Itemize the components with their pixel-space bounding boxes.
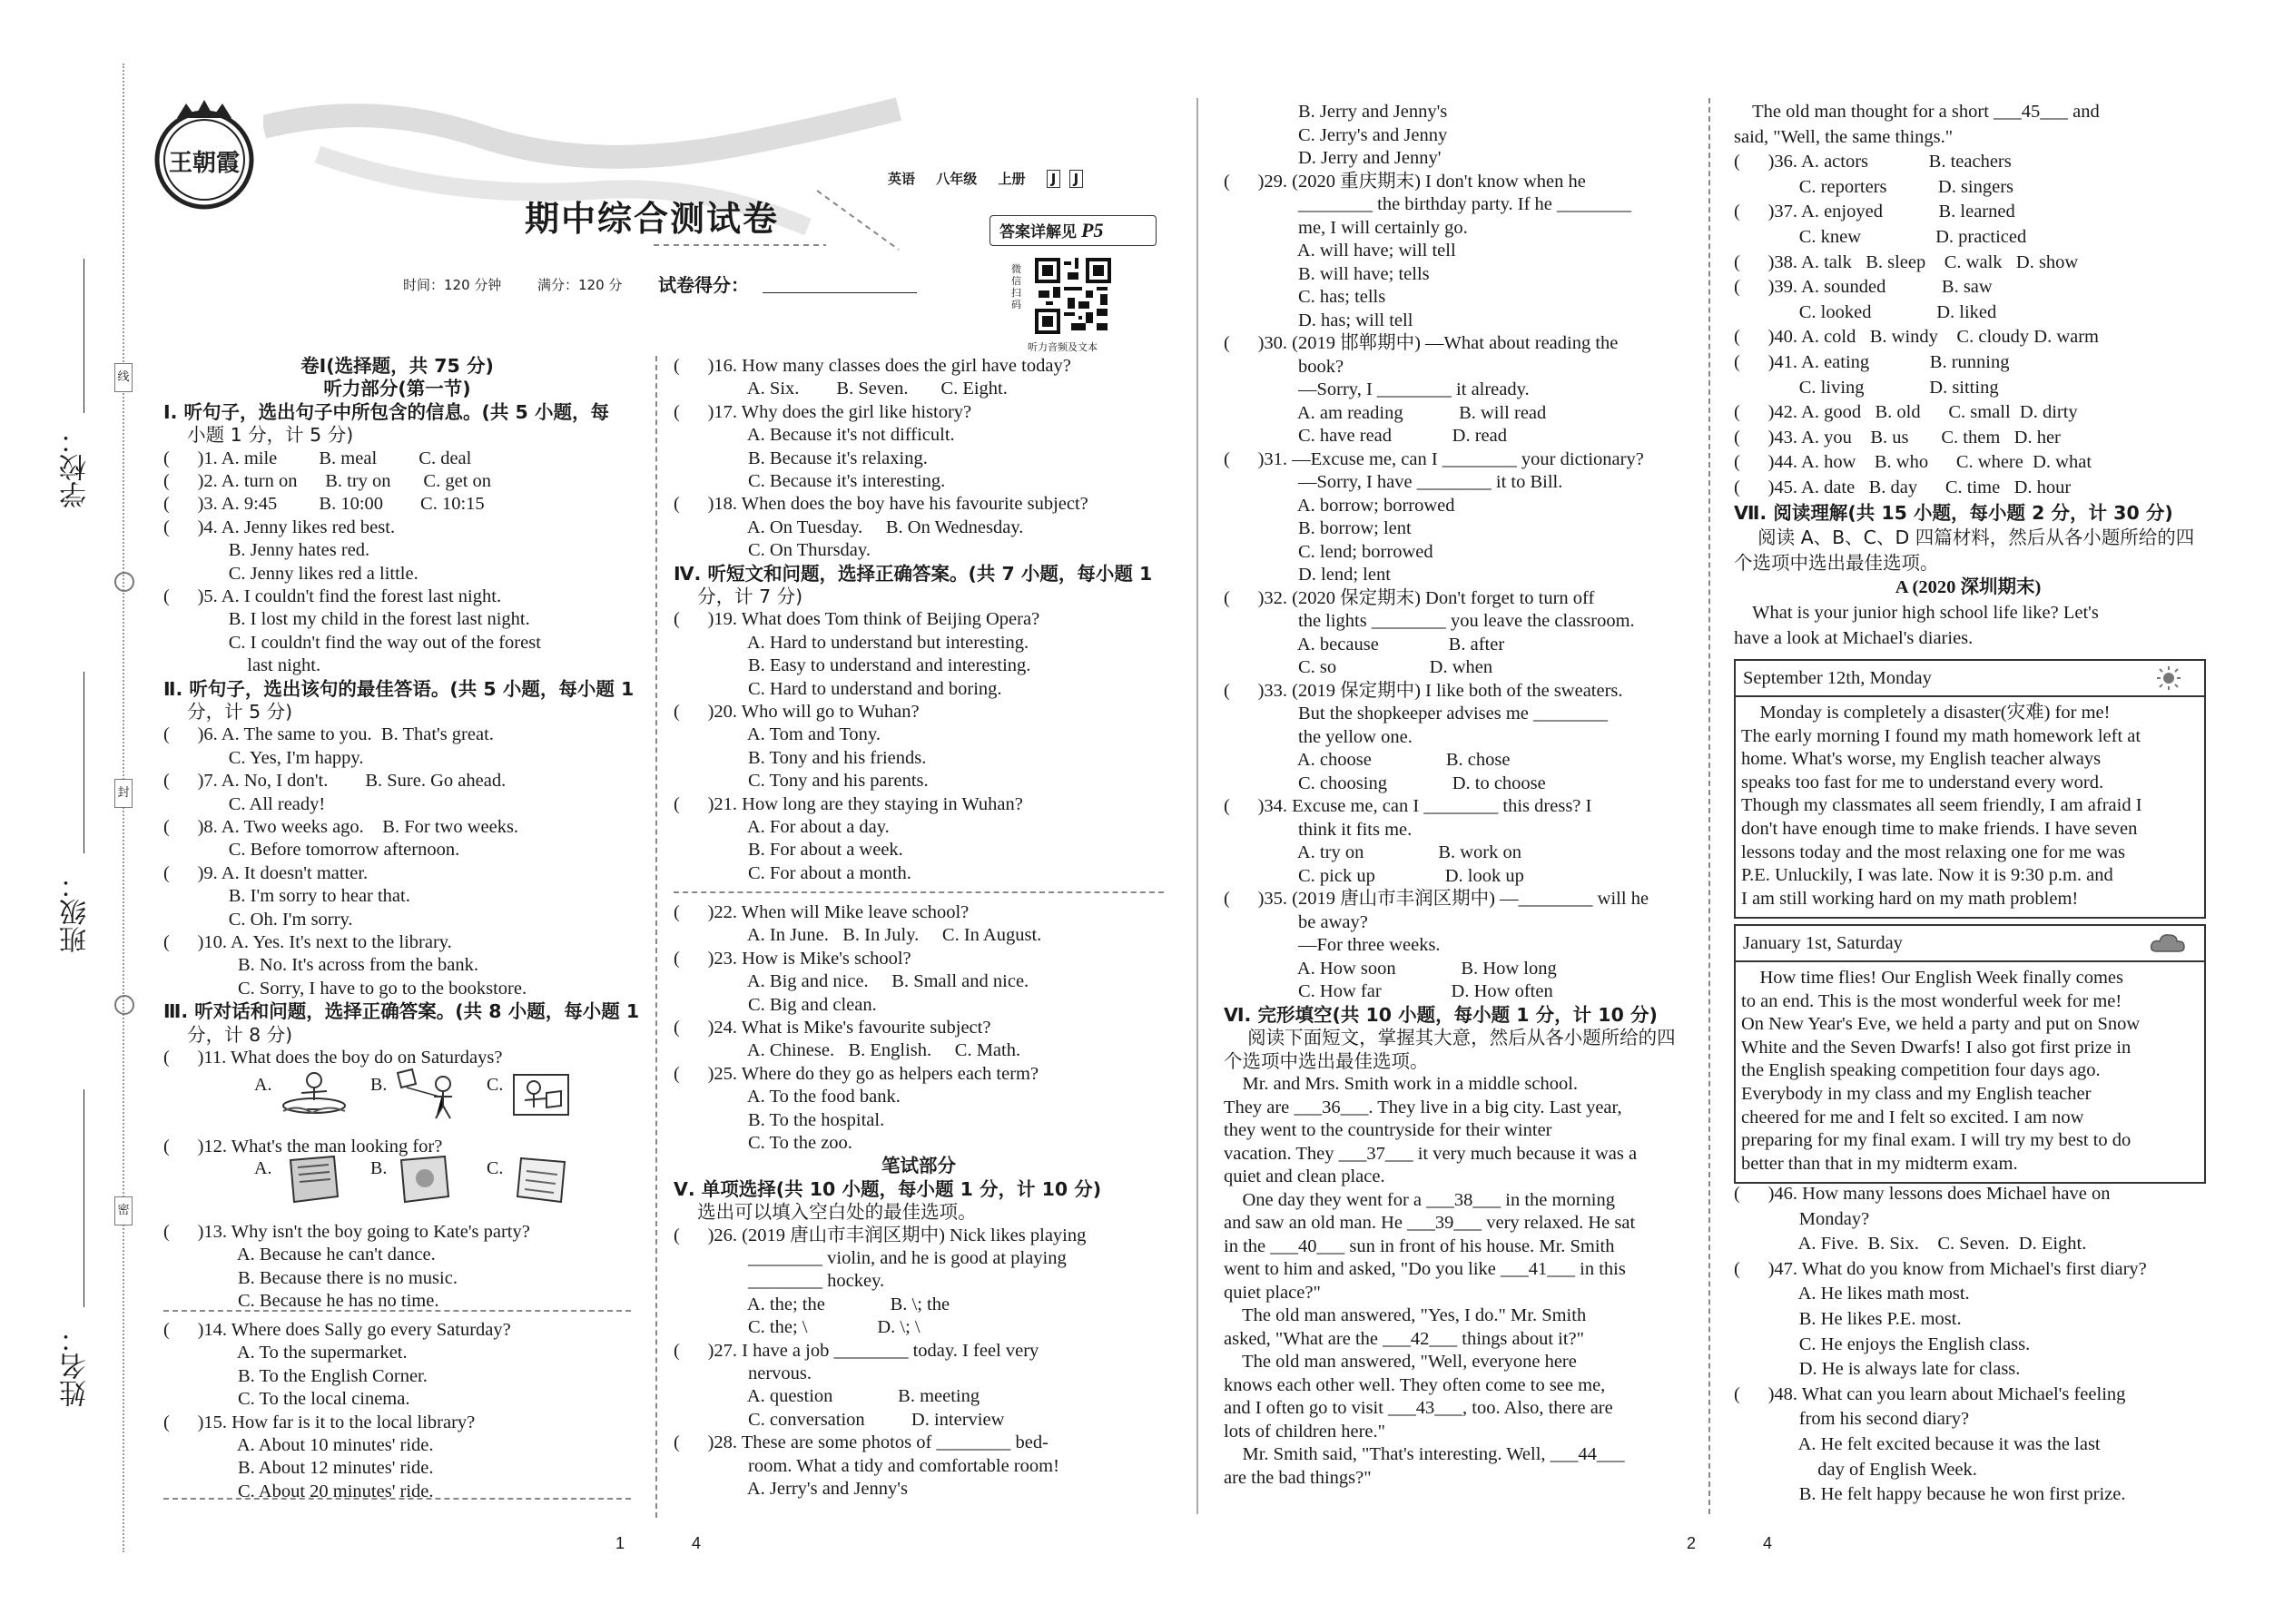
text-line: C. reporters D. singers	[1734, 176, 2014, 197]
text-line: Mr. Smith said, "That's interesting. Well, ___44___	[1224, 1444, 1625, 1464]
text-line: quiet place?"	[1224, 1282, 1321, 1303]
text-line: C. Sorry, I have to go to the bookstore.	[163, 978, 527, 999]
text-line: ( )48. What can you learn about Michael's feeling	[1734, 1383, 2126, 1404]
text-line: C. For about a month.	[674, 862, 911, 883]
text-line: C. looked D. liked	[1734, 301, 1997, 322]
diary-line: home. What's worse, my English teacher always	[1741, 749, 2102, 770]
text-line: A. the; the B. \; the	[674, 1294, 950, 1314]
text-line: The old man answered, "Well, everyone here	[1224, 1352, 1577, 1372]
text-line: C. Jenny likes red a little.	[163, 563, 418, 584]
text-line: ( )7. A. No, I don't. B. Sure. Go ahead.	[163, 771, 507, 792]
text-line: B. For about a week.	[674, 840, 903, 861]
text-line: ( )16. How many classes does the girl have today?	[674, 356, 1071, 376]
text-line: ( )45. A. date B. day C. time D. hour	[1734, 477, 2072, 497]
text-line: ( )22. When will Mike leave school?	[674, 902, 970, 922]
section-divider	[674, 891, 1164, 893]
text-line: A. Big and nice. B. Small and nice.	[674, 971, 1029, 992]
text-line: C. Because he has no time.	[163, 1291, 439, 1312]
text-line: C. Yes, I'm happy.	[163, 747, 364, 768]
text-line: ( )46. How many lessons does Michael have on	[1734, 1184, 2111, 1204]
surfing-icon[interactable]	[280, 1069, 349, 1118]
text-line: ( )27. I have a job ________ today. I feel very	[674, 1340, 1039, 1361]
text-line: have a look at Michael's diaries.	[1734, 627, 1974, 648]
text-line: in the ___40___ sun in front of his house. Mr. Smith	[1224, 1235, 1615, 1256]
text-line: the yellow one.	[1224, 726, 1413, 747]
option-a-label: A.	[254, 1075, 272, 1095]
text-line: ( )40. A. cold B. windy C. cloudy D. warm	[1734, 327, 2099, 348]
text-line: D. He is always late for class.	[1734, 1359, 2021, 1380]
column-divider	[655, 356, 657, 1518]
text-line: D. lend; lent	[1224, 565, 1391, 585]
text-line: ( )11. What does the boy do on Saturdays?	[163, 1048, 503, 1068]
text-line: ( )35. (2019 唐山市丰润区期中) —________ will he	[1224, 889, 1649, 909]
diary-line: the English speaking competition four days ago.	[1741, 1060, 2101, 1081]
qr-code[interactable]	[1035, 258, 1111, 334]
text-line: A. Hard to understand but interesting.	[674, 632, 1029, 653]
text-line: A. About 10 minutes' ride.	[163, 1435, 434, 1455]
text-line: C. How far D. How often	[1224, 981, 1553, 1001]
diary-line: I am still working hard on my math problem!	[1741, 888, 2079, 909]
text-line: asked, "What are the ___42___ things about it?"	[1224, 1328, 1585, 1349]
diary-line: lessons today and the most relaxing one for me was	[1741, 842, 2126, 862]
score-label: 满分：120 分	[537, 277, 623, 293]
text-line: C. living D. sitting	[1734, 377, 1999, 398]
text-line: ( )10. A. Yes. It's next to the library.	[163, 932, 452, 952]
text-line: A. Six. B. Seven. C. Eight.	[674, 379, 1008, 399]
text-line: ( )25. Where do they go as helpers each term?	[674, 1063, 1039, 1084]
text-line: C. He enjoys the English class.	[1734, 1334, 2031, 1354]
text-line: C. On Thursday.	[674, 540, 871, 561]
text-line: A. choose B. chose	[1224, 750, 1511, 770]
text-line: ( )34. Excuse me, can I ________ this dress? I	[1224, 796, 1592, 816]
text-line: vacation. They ___37___ it very much because it was a	[1224, 1143, 1638, 1164]
text-line: Ⅶ. 阅读理解(共 15 小题，每小题 2 分，计 30 分)	[1734, 501, 2173, 524]
diary-line: don't have enough time to make friends. I have seven	[1741, 819, 2138, 839]
diary-1-date-text: September 12th, Monday	[1743, 668, 1932, 688]
text-line: ( )41. A. eating B. running	[1734, 352, 2010, 372]
text-line: 小题 1 分，计 5 分)	[163, 424, 354, 447]
binding-mark-seal: 封	[114, 779, 133, 808]
text-line: ( )15. How far is it to the local library?	[163, 1412, 476, 1432]
diary-2	[1734, 924, 2206, 1184]
text-line: A. am reading B. will read	[1224, 402, 1547, 423]
text-line: ( )14. Where does Sally go every Saturday?	[163, 1320, 511, 1340]
subject-tags	[888, 169, 1083, 188]
text-line: C. Before tomorrow afternoon.	[163, 840, 460, 861]
diary-line: to an end. This is the most wonderful week for me!	[1741, 990, 2122, 1011]
text-line: C. Tony and his parents.	[674, 771, 929, 792]
diary-1	[1734, 659, 2206, 919]
text-line: ( )43. A. you B. us C. them D. her	[1734, 427, 2061, 448]
text-line: B. To the English Corner.	[163, 1365, 428, 1386]
text-line: think it fits me.	[1224, 819, 1413, 840]
text-line: ( )1. A. mile B. meal C. deal	[163, 448, 472, 468]
text-line: 阅读 A、B、C、D 四篇材料，然后从各小题所给的四	[1734, 527, 2195, 549]
text-line: They are ___36___. They live in a big city. Last year,	[1224, 1097, 1622, 1117]
text-line: 选出可以填入空白处的最佳选项。	[674, 1201, 977, 1224]
text-line: C. so D. when	[1224, 657, 1493, 677]
section-divider	[163, 1498, 631, 1500]
option-b-label: B.	[370, 1075, 388, 1095]
text-line: A. How soon B. How long	[1224, 958, 1557, 979]
text-line: D. has; will tell	[1224, 310, 1413, 330]
text-line: ( )24. What is Mike's favourite subject?	[674, 1018, 991, 1038]
text-line: ( )36. A. actors B. teachers	[1734, 152, 2012, 172]
text-line: ( )18. When does the boy have his favourite subject?	[674, 494, 1088, 515]
text-line: Ⅱ. 听句子，选出该句的最佳答语。(共 5 小题，每小题 1	[163, 677, 635, 700]
text-line: B. To the hospital.	[674, 1109, 885, 1130]
column-divider	[1708, 98, 1710, 1514]
text-line: book?	[1224, 356, 1344, 377]
text-line: and saw an old man. He ___39___ very relaxed. He sat	[1224, 1213, 1636, 1233]
text-line: A. borrow; borrowed	[1224, 495, 1455, 516]
diary-line: Though my classmates all seem friendly, I am afraid I	[1741, 795, 2142, 816]
text-line: C. To the local cinema.	[163, 1389, 410, 1410]
text-line: ( )42. A. good B. old C. small D. dirty	[1734, 402, 2078, 423]
text-line: B. He likes P.E. most.	[1734, 1309, 1962, 1329]
text-line: ( )5. A. I couldn't find the forest last night.	[163, 586, 502, 606]
text-line: A. Because he can't dance.	[163, 1245, 436, 1265]
text-line: B. I'm sorry to hear that.	[163, 886, 410, 907]
text-line: 分，计 7 分)	[674, 586, 803, 607]
text-line: ( )23. How is Mike's school?	[674, 948, 911, 969]
book-icon[interactable]	[512, 1153, 574, 1206]
text-line: from his second diary?	[1734, 1409, 1970, 1430]
page-total-right: 4	[1763, 1534, 1773, 1552]
text-line: 听力部分(第一节)	[323, 378, 471, 400]
text-line: 分，计 5 分)	[163, 701, 293, 723]
text-line: ( )39. A. sounded B. saw	[1734, 277, 1993, 298]
tag-subject: 英语	[888, 171, 916, 187]
brand-logo	[150, 98, 259, 212]
text-line: C. lend; borrowed	[1224, 541, 1433, 562]
page-title: 期中综合测试卷	[525, 199, 780, 239]
text-line: ( )12. What's the man looking for?	[163, 1137, 443, 1156]
text-line: A (2020 深圳期末)	[1895, 577, 2042, 598]
text-line: 阅读下面短文，掌握其大意，然后从各小题所给的四	[1224, 1027, 1676, 1048]
diary-line: How time flies! Our English Week finally comes	[1741, 968, 2123, 988]
text-line: Ⅲ. 听对话和问题，选择正确答案。(共 8 小题，每小题 1	[163, 1000, 640, 1023]
text-line: Ⅰ. 听句子，选出句子中所包含的信息。(共 5 小题，每	[163, 400, 609, 423]
binding-hole	[114, 572, 134, 592]
text-line: C. To the zoo.	[674, 1133, 852, 1153]
text-line: C. Oh. I'm sorry.	[163, 909, 353, 930]
text-line: ( )47. What do you know from Michael's first diary?	[1734, 1258, 2147, 1279]
text-line: they went to the countryside for their winter	[1224, 1120, 1552, 1140]
page-total-left: 4	[692, 1534, 702, 1552]
school-label	[56, 427, 96, 508]
text-line: and I often go to visit ___43___, too. Also, there are	[1224, 1398, 1613, 1418]
text-line: 分，计 8 分)	[163, 1023, 293, 1046]
section-divider	[163, 1310, 631, 1312]
text-line: ( )21. How long are they staying in Wuhan?	[674, 793, 1023, 814]
diary-2-date	[1736, 926, 2204, 962]
text-line: A. Tom and Tony.	[674, 724, 881, 745]
text-line: B. No. It's across from the bank.	[163, 955, 479, 976]
text-line: A. Jerry's and Jenny's	[674, 1479, 908, 1499]
text-line: C. Hard to understand and boring.	[674, 678, 1002, 699]
text-line: A. He felt excited because it was the last	[1734, 1434, 2101, 1454]
text-line: ( )44. A. how B. who C. where D. what	[1734, 452, 2092, 473]
text-line: ( )17. Why does the girl like history?	[674, 401, 972, 422]
text-line: ( )9. A. It doesn't matter.	[163, 862, 369, 883]
text-line: quiet and clean place.	[1224, 1166, 1385, 1186]
text-line: ( )28. These are some photos of ________ bed-	[674, 1432, 1049, 1453]
text-line: The old man thought for a short ___45___ and	[1734, 102, 2100, 122]
text-line: 个选项中选出最佳选项。	[1224, 1049, 1429, 1072]
text-line: ________ hockey.	[674, 1271, 885, 1292]
class-label	[56, 871, 96, 953]
text-line: B. Because it's relaxing.	[674, 448, 928, 468]
page-fold	[1196, 98, 1198, 1514]
option-c-label: C.	[487, 1158, 504, 1178]
diary-line: The early morning I found my math homework left at	[1741, 725, 2141, 746]
text-line: room. What a tidy and comfortable room!	[674, 1455, 1059, 1476]
text-line: 卷Ⅰ(选择题，共 75 分)	[300, 355, 494, 377]
text-line: A. On Tuesday. B. On Wednesday.	[674, 517, 1024, 537]
text-line: said, "Well, the same things."	[1734, 126, 1954, 147]
text-line: ( )32. (2020 保定期末) Don't forget to turn off	[1224, 587, 1595, 608]
text-line: Mr. and Mrs. Smith work in a middle school.	[1224, 1074, 1579, 1094]
text-line: A. Five. B. Six. C. Seven. D. Eight.	[1734, 1234, 2087, 1255]
text-line: Ⅳ. 听短文和问题，选择正确答案。(共 7 小题，每小题 1	[674, 562, 1153, 585]
text-line: ( )19. What does Tom think of Beijing Opera?	[674, 609, 1040, 630]
svg-text:王朝霞: 王朝霞	[168, 150, 241, 177]
diary-line: P.E. Unluckily, I was late. Now it is 9:30 p.m. and	[1741, 865, 2113, 886]
text-line: B. Easy to understand and interesting.	[674, 655, 1031, 676]
diary-line: On New Year's Eve, we held a party and put on Snow	[1741, 1014, 2141, 1035]
text-line: ________ violin, and he is good at playing	[674, 1248, 1067, 1268]
text-line: last night.	[163, 655, 321, 676]
tag-edition-2: J	[1069, 170, 1084, 188]
text-line: A. will have; will tell	[1224, 241, 1456, 261]
text-line: ________ the birthday party. If he ________	[1224, 194, 1632, 214]
binding-hole	[114, 995, 134, 1015]
text-line: C. I couldn't find the way out of the forest	[163, 632, 541, 653]
qr-side-text: 微信扫码	[1011, 263, 1021, 310]
text-line: B. He felt happy because he won first prize.	[1734, 1484, 2126, 1505]
text-line: are the bad things?"	[1224, 1467, 1372, 1488]
answer-ref-text: 答案详解见	[999, 223, 1077, 241]
text-line: C. have read D. read	[1224, 426, 1507, 446]
text-line: Monday?	[1734, 1208, 1870, 1229]
text-line: ( )33. (2019 保定期中) I like both of the sweaters.	[1224, 680, 1623, 701]
book-icon[interactable]	[281, 1153, 343, 1206]
option-a-label: A.	[254, 1158, 272, 1178]
binding-mark-secret: 密	[114, 1196, 133, 1225]
text-line: C. Big and clean.	[674, 994, 877, 1015]
diary-line: cheered for me and I felt so excited. I am now	[1741, 1107, 2084, 1127]
option-b-label: B.	[370, 1158, 388, 1178]
text-line: C. conversation D. interview	[674, 1409, 1005, 1430]
text-line: B. Jerry and Jenny's	[1224, 102, 1448, 122]
name-label-text: 姓名：	[60, 1325, 92, 1407]
diary-2-date-text: January 1st, Saturday	[1743, 933, 1903, 953]
text-line: the lights ________ you leave the classroom.	[1224, 611, 1635, 631]
text-line: A. question B. meeting	[674, 1386, 980, 1407]
text-line: But the shopkeeper advises me ________	[1224, 704, 1609, 723]
diary-line: preparing for my final exam. I will try my best to do	[1741, 1130, 2132, 1151]
text-line: B. Tony and his friends.	[674, 747, 927, 768]
text-line: A. Because it's not difficult.	[674, 425, 955, 446]
text-line: C. pick up D. look up	[1224, 865, 1524, 886]
diary-line: better than that in my midterm exam.	[1741, 1153, 2018, 1174]
text-line: B. borrow; lent	[1224, 518, 1412, 538]
page-number-right: 2	[1687, 1534, 1697, 1552]
text-line: C. About 20 minutes' ride.	[163, 1481, 434, 1501]
text-line: C. All ready!	[163, 793, 326, 814]
cloud-icon	[2150, 931, 2186, 955]
text-line: A. because B. after	[1224, 634, 1505, 655]
text-line: B. will have; tells	[1224, 263, 1430, 284]
book-icon[interactable]	[394, 1153, 456, 1206]
reading-boy-icon[interactable]	[510, 1068, 574, 1120]
diary-line: White and the Seven Dwarfs! I also got first prize in	[1741, 1037, 2132, 1058]
text-line: B. I lost my child in the forest last night.	[163, 609, 530, 630]
text-line: A. To the food bank.	[674, 1087, 901, 1107]
text-line: ( )13. Why isn't the boy going to Kate's party?	[163, 1222, 530, 1242]
tag-edition-1: J	[1047, 170, 1061, 188]
text-line: 个选项中选出最佳选项。	[1734, 551, 1939, 574]
text-line: —Sorry, I have ________ it to Bill.	[1224, 472, 1563, 492]
text-line: C. has; tells	[1224, 287, 1386, 307]
page-number-left: 1	[615, 1534, 625, 1552]
text-line: be away?	[1224, 911, 1368, 932]
text-line: A. In June. B. In July. C. In August.	[674, 925, 1042, 946]
text-line: One day they went for a ___38___ in the morning	[1224, 1189, 1615, 1210]
diary-line: Everybody in my class and my English teacher	[1741, 1084, 2092, 1104]
option-c-label: C.	[487, 1075, 504, 1095]
text-line: D. Jerry and Jenny'	[1224, 148, 1442, 168]
class-label-text: 班级：	[60, 871, 92, 953]
text-line: ( )6. A. The same to you. B. That's great.	[163, 724, 494, 745]
text-line: knows each other well. They often come to see me,	[1224, 1374, 1606, 1395]
text-line: ( )30. (2019 邯郸期中) —What about reading the	[1224, 333, 1619, 353]
text-line: What is your junior high school life like? Let's	[1734, 603, 2099, 623]
text-line: The old man answered, "Yes, I do." Mr. Smith	[1224, 1305, 1587, 1325]
text-line: A. He likes math most.	[1734, 1284, 1970, 1304]
school-label-text: 学校：	[60, 427, 92, 508]
text-line: nervous.	[674, 1363, 812, 1383]
tag-term: 上册	[998, 171, 1026, 187]
text-line: went to him and asked, "Do you like ___41___ in this	[1224, 1259, 1626, 1279]
text-line: B. About 12 minutes' ride.	[163, 1458, 434, 1479]
diary-1-date	[1736, 661, 2204, 697]
text-line: lots of children here."	[1224, 1421, 1386, 1442]
text-line: A. For about a day.	[674, 817, 890, 837]
text-line: Ⅴ. 单项选择(共 10 小题，每小题 1 分，计 10 分)	[674, 1177, 1102, 1200]
text-line: me, I will certainly go.	[1224, 217, 1468, 238]
text-line: ( )2. A. turn on B. try on C. get on	[163, 471, 492, 491]
answer-ref-page: P5	[1081, 219, 1104, 241]
text-line: —Sorry, I ________ it already.	[1224, 379, 1530, 399]
text-line: ( )26. (2019 唐山市丰润区期中) Nick likes playing	[674, 1225, 1087, 1245]
answer-ref-box	[989, 215, 1157, 246]
text-line: C. Because it's interesting.	[674, 471, 946, 491]
text-line: ( )4. A. Jenny likes red best.	[163, 517, 396, 537]
text-line: day of English Week.	[1734, 1459, 1977, 1480]
text-line: C. choosing D. to choose	[1224, 773, 1546, 793]
text-line: B. Jenny hates red.	[163, 540, 370, 561]
binding-mark-line: 线	[114, 363, 133, 392]
paper-score-label: 试卷得分：	[658, 274, 749, 296]
text-line: C. Jerry's and Jenny	[1224, 124, 1448, 145]
qr-caption: 听力音频及文本	[1028, 341, 1098, 353]
name-label	[56, 1325, 96, 1407]
text-line: C. knew D. practiced	[1734, 227, 2027, 247]
text-line: —For three weeks.	[1224, 935, 1441, 955]
diary-line: Monday is completely a disaster(灾难) for me!	[1741, 703, 2111, 723]
text-line: Ⅵ. 完形填空(共 10 小题，每小题 1 分，计 10 分)	[1224, 1003, 1658, 1026]
time-label: 时间：120 分钟	[403, 277, 502, 293]
text-line: ( )8. A. Two weeks ago. B. For two weeks.	[163, 817, 519, 837]
tag-grade: 八年级	[936, 171, 978, 187]
kite-boy-icon[interactable]	[392, 1068, 461, 1120]
text-line: A. Chinese. B. English. C. Math.	[674, 1040, 1021, 1061]
text-line: ( )38. A. talk B. sleep C. walk D. show	[1734, 251, 2079, 272]
diary-line: speaks too fast for me to understand every word.	[1741, 772, 2104, 792]
text-line: ( )31. —Excuse me, can I ________ your dictionary?	[1224, 448, 1644, 469]
sun-icon	[2155, 665, 2182, 691]
paper-score-blank[interactable]	[763, 292, 917, 293]
text-line: 笔试部分	[881, 1155, 956, 1177]
text-line: C. the; \ D. \; \	[674, 1317, 921, 1338]
text-line: B. Because there is no music.	[163, 1267, 458, 1288]
text-line: ( )37. A. enjoyed B. learned	[1734, 202, 2015, 222]
text-line: ( )3. A. 9:45 B. 10:00 C. 10:15	[163, 494, 485, 515]
text-line: A. To the supermarket.	[163, 1343, 408, 1363]
text-line: ( )29. (2020 重庆期末) I don't know when he	[1224, 171, 1586, 192]
text-line: ( )20. Who will go to Wuhan?	[674, 702, 920, 722]
text-line: A. try on B. work on	[1224, 842, 1521, 862]
